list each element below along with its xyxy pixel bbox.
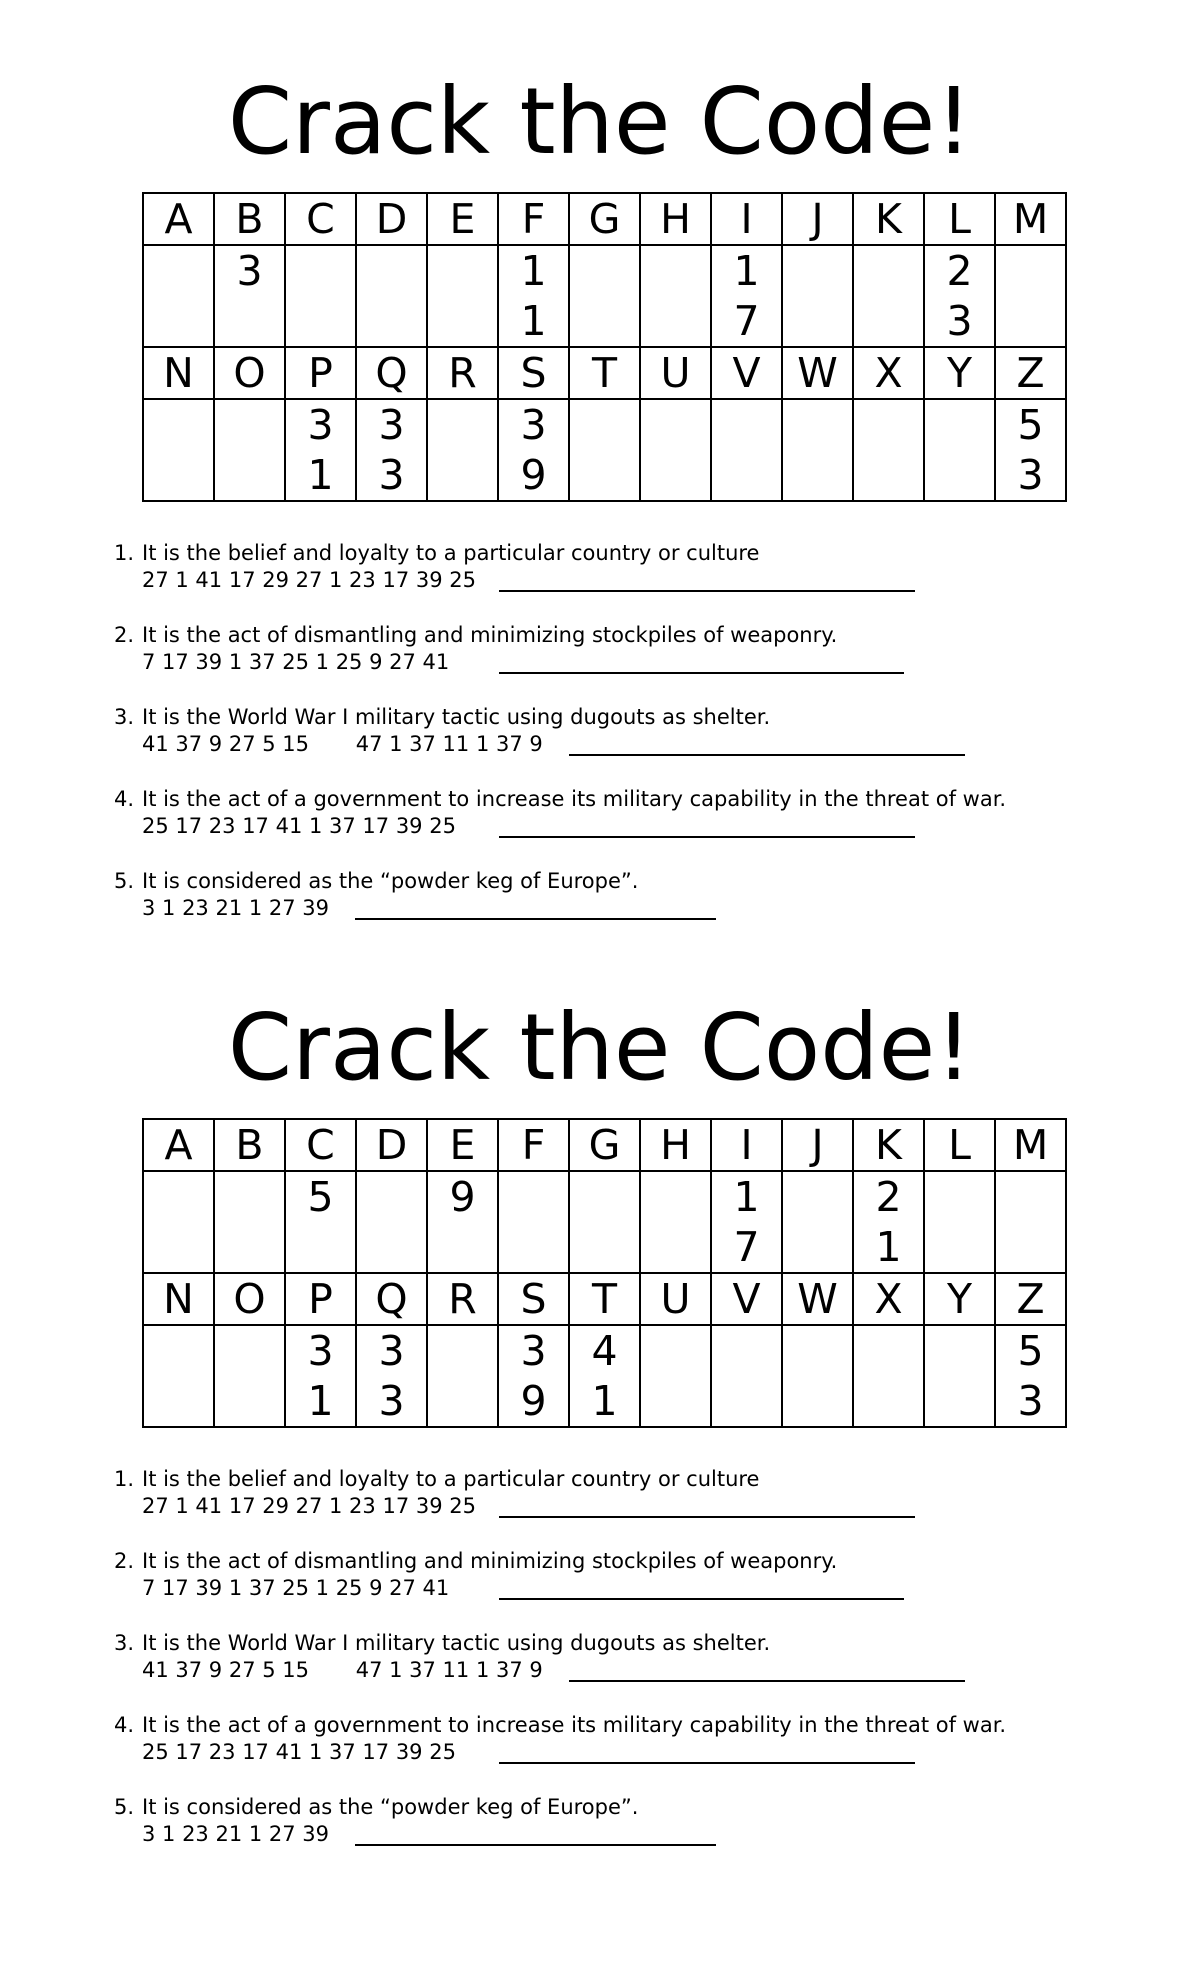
letter-cell: N xyxy=(143,347,214,399)
code-cell[interactable] xyxy=(143,399,214,501)
code-cell[interactable] xyxy=(569,1325,640,1427)
code-cell[interactable] xyxy=(569,245,640,347)
code-digit: 3 xyxy=(307,1327,334,1375)
code-digit: 3 xyxy=(946,297,973,345)
code-cell[interactable] xyxy=(214,245,285,347)
code-cell[interactable] xyxy=(356,1325,427,1427)
code-cell[interactable] xyxy=(995,245,1066,347)
letter-cell: W xyxy=(782,347,853,399)
letter-cell: T xyxy=(569,1273,640,1325)
code-cell[interactable] xyxy=(995,399,1066,501)
worksheet-title: Crack the Code! xyxy=(227,994,973,1101)
code-cell[interactable] xyxy=(853,399,924,501)
letter-cell: C xyxy=(285,1119,356,1171)
letter-cell: X xyxy=(853,1273,924,1325)
code-cell[interactable] xyxy=(640,245,711,347)
question-code: 7 17 39 1 37 25 1 25 9 27 41 xyxy=(142,650,450,674)
question-number: 1. xyxy=(113,1467,134,1491)
code-digit: 1 xyxy=(733,247,760,295)
answer-blank[interactable] xyxy=(355,918,716,920)
letter-cell: P xyxy=(285,347,356,399)
letter-row xyxy=(143,347,1066,399)
question-number: 3. xyxy=(113,1631,134,1655)
code-digit: 3 xyxy=(378,451,405,499)
code-row[interactable] xyxy=(143,245,1066,347)
code-cell[interactable] xyxy=(498,1171,569,1273)
answer-blank[interactable] xyxy=(569,1680,965,1682)
code-digit: 1 xyxy=(307,451,334,499)
letter-cell: F xyxy=(498,193,569,245)
question-number: 4. xyxy=(113,1713,134,1737)
letter-cell: W xyxy=(782,1273,853,1325)
cipher-table xyxy=(142,192,1067,502)
letter-cell: S xyxy=(498,1273,569,1325)
letter-cell: Z xyxy=(995,347,1066,399)
question-code: 25 17 23 17 41 1 37 17 39 25 xyxy=(142,814,456,838)
question-code: 27 1 41 17 29 27 1 23 17 39 25 xyxy=(142,568,476,592)
question-text: It is the act of dismantling and minimizing stockpiles of weaponry. xyxy=(142,1549,838,1573)
code-digit: 5 xyxy=(1017,1327,1044,1375)
worksheet-title: Crack the Code! xyxy=(227,68,973,175)
question-text: It is the act of a government to increase its military capability in the threat of war. xyxy=(142,1713,1007,1737)
letter-cell: Q xyxy=(356,1273,427,1325)
code-cell[interactable] xyxy=(782,1325,853,1427)
question-text: It is the belief and loyalty to a particular country or culture xyxy=(142,541,760,565)
code-digit: 4 xyxy=(591,1327,618,1375)
letter-cell: I xyxy=(711,193,782,245)
code-row[interactable] xyxy=(143,1171,1066,1273)
question-code: 41 37 9 27 5 15 47 1 37 11 1 37 9 xyxy=(142,1658,543,1682)
code-digit: 1 xyxy=(307,1377,334,1425)
letter-cell: H xyxy=(640,1119,711,1171)
code-cell[interactable] xyxy=(924,1171,995,1273)
code-digit: 1 xyxy=(875,1223,902,1271)
code-digit: 3 xyxy=(378,401,405,449)
code-digit: 7 xyxy=(733,1223,760,1271)
code-cell[interactable] xyxy=(143,1171,214,1273)
code-cell[interactable] xyxy=(356,1171,427,1273)
question-text: It is the act of a government to increase its military capability in the threat of war. xyxy=(142,787,1007,811)
letter-cell: V xyxy=(711,1273,782,1325)
code-cell[interactable] xyxy=(853,1325,924,1427)
code-digit: 9 xyxy=(449,1173,476,1221)
code-cell[interactable] xyxy=(995,1171,1066,1273)
question-number: 1. xyxy=(113,541,134,565)
letter-cell: E xyxy=(427,1119,498,1171)
code-cell[interactable] xyxy=(640,1171,711,1273)
letter-cell: O xyxy=(214,347,285,399)
letter-cell: Z xyxy=(995,1273,1066,1325)
answer-blank[interactable] xyxy=(499,1516,915,1518)
code-cell[interactable] xyxy=(143,1325,214,1427)
code-digit: 2 xyxy=(946,247,973,295)
letter-cell: S xyxy=(498,347,569,399)
code-cell[interactable] xyxy=(569,1171,640,1273)
answer-blank[interactable] xyxy=(499,836,915,838)
letter-cell: L xyxy=(924,193,995,245)
code-digit: 3 xyxy=(520,401,547,449)
code-cell[interactable] xyxy=(995,1325,1066,1427)
letter-cell: G xyxy=(569,193,640,245)
question-number: 2. xyxy=(113,1549,134,1573)
letter-cell: Q xyxy=(356,347,427,399)
question-text: It is the World War I military tactic using dugouts as shelter. xyxy=(142,1631,771,1655)
question-code: 41 37 9 27 5 15 47 1 37 11 1 37 9 xyxy=(142,732,543,756)
code-digit: 9 xyxy=(520,1377,547,1425)
question-text: It is considered as the “powder keg of Europe”. xyxy=(142,1795,639,1819)
code-cell[interactable] xyxy=(285,1325,356,1427)
code-cell[interactable] xyxy=(640,399,711,501)
code-digit: 5 xyxy=(307,1173,334,1221)
question-number: 5. xyxy=(113,869,134,893)
code-cell[interactable] xyxy=(711,245,782,347)
question-number: 3. xyxy=(113,705,134,729)
answer-blank[interactable] xyxy=(355,1844,716,1846)
code-cell[interactable] xyxy=(711,399,782,501)
code-cell[interactable] xyxy=(711,1171,782,1273)
code-cell[interactable] xyxy=(924,1325,995,1427)
letter-cell: R xyxy=(427,347,498,399)
letter-row xyxy=(143,1273,1066,1325)
code-digit: 3 xyxy=(520,1327,547,1375)
question-number: 5. xyxy=(113,1795,134,1819)
code-digit: 2 xyxy=(875,1173,902,1221)
code-digit: 3 xyxy=(1017,1377,1044,1425)
code-row[interactable] xyxy=(143,399,1066,501)
answer-blank[interactable] xyxy=(499,590,915,592)
code-cell[interactable] xyxy=(711,1325,782,1427)
code-cell[interactable] xyxy=(214,399,285,501)
code-cell[interactable] xyxy=(498,399,569,501)
code-digit: 3 xyxy=(378,1327,405,1375)
code-digit: 3 xyxy=(1017,451,1044,499)
code-cell[interactable] xyxy=(356,399,427,501)
letter-cell: X xyxy=(853,347,924,399)
letter-cell: V xyxy=(711,347,782,399)
letter-cell: J xyxy=(782,1119,853,1171)
letter-cell: P xyxy=(285,1273,356,1325)
question-text: It is the belief and loyalty to a particular country or culture xyxy=(142,1467,760,1491)
letter-cell: J xyxy=(782,193,853,245)
question-text: It is the World War I military tactic using dugouts as shelter. xyxy=(142,705,771,729)
letter-cell: M xyxy=(995,1119,1066,1171)
question-number: 4. xyxy=(113,787,134,811)
code-cell[interactable] xyxy=(285,399,356,501)
code-cell[interactable] xyxy=(924,399,995,501)
letter-cell: L xyxy=(924,1119,995,1171)
letter-cell: N xyxy=(143,1273,214,1325)
letter-cell: A xyxy=(143,1119,214,1171)
code-digit: 3 xyxy=(236,247,263,295)
letter-cell: I xyxy=(711,1119,782,1171)
code-cell[interactable] xyxy=(427,399,498,501)
code-digit: 9 xyxy=(520,451,547,499)
code-digit: 1 xyxy=(733,1173,760,1221)
letter-cell: K xyxy=(853,1119,924,1171)
code-digit: 3 xyxy=(378,1377,405,1425)
question-text: It is considered as the “powder keg of Europe”. xyxy=(142,869,639,893)
letter-cell: U xyxy=(640,1273,711,1325)
code-cell[interactable] xyxy=(356,245,427,347)
letter-cell: D xyxy=(356,1119,427,1171)
code-row[interactable] xyxy=(143,1325,1066,1427)
code-cell[interactable] xyxy=(782,399,853,501)
letter-cell: K xyxy=(853,193,924,245)
code-cell[interactable] xyxy=(924,245,995,347)
code-cell[interactable] xyxy=(427,1171,498,1273)
code-digit: 3 xyxy=(307,401,334,449)
code-cell[interactable] xyxy=(640,1325,711,1427)
letter-row xyxy=(143,1119,1066,1171)
letter-row xyxy=(143,193,1066,245)
answer-blank[interactable] xyxy=(499,1762,915,1764)
code-cell[interactable] xyxy=(214,1171,285,1273)
answer-blank[interactable] xyxy=(569,754,965,756)
code-digit: 5 xyxy=(1017,401,1044,449)
question-number: 2. xyxy=(113,623,134,647)
code-cell[interactable] xyxy=(853,245,924,347)
code-cell[interactable] xyxy=(143,245,214,347)
answer-blank[interactable] xyxy=(499,1598,904,1600)
question-code: 25 17 23 17 41 1 37 17 39 25 xyxy=(142,1740,456,1764)
question-text: It is the act of dismantling and minimizing stockpiles of weaponry. xyxy=(142,623,838,647)
letter-cell: Y xyxy=(924,347,995,399)
answer-blank[interactable] xyxy=(499,672,904,674)
letter-cell: B xyxy=(214,1119,285,1171)
letter-cell: Y xyxy=(924,1273,995,1325)
letter-cell: C xyxy=(285,193,356,245)
question-code: 3 1 23 21 1 27 39 xyxy=(142,1822,330,1846)
code-digit: 1 xyxy=(520,297,547,345)
code-cell[interactable] xyxy=(285,245,356,347)
question-code: 27 1 41 17 29 27 1 23 17 39 25 xyxy=(142,1494,476,1518)
code-digit: 1 xyxy=(520,247,547,295)
letter-cell: B xyxy=(214,193,285,245)
code-digit: 1 xyxy=(591,1377,618,1425)
letter-cell: O xyxy=(214,1273,285,1325)
letter-cell: E xyxy=(427,193,498,245)
letter-cell: T xyxy=(569,347,640,399)
question-code: 7 17 39 1 37 25 1 25 9 27 41 xyxy=(142,1576,450,1600)
letter-cell: H xyxy=(640,193,711,245)
letter-cell: G xyxy=(569,1119,640,1171)
code-cell[interactable] xyxy=(782,1171,853,1273)
code-cell[interactable] xyxy=(427,1325,498,1427)
letter-cell: F xyxy=(498,1119,569,1171)
code-cell[interactable] xyxy=(427,245,498,347)
letter-cell: D xyxy=(356,193,427,245)
letter-cell: R xyxy=(427,1273,498,1325)
code-digit: 7 xyxy=(733,297,760,345)
letter-cell: U xyxy=(640,347,711,399)
question-code: 3 1 23 21 1 27 39 xyxy=(142,896,330,920)
code-cell[interactable] xyxy=(498,245,569,347)
letter-cell: A xyxy=(143,193,214,245)
code-cell[interactable] xyxy=(214,1325,285,1427)
code-cell[interactable] xyxy=(285,1171,356,1273)
code-cell[interactable] xyxy=(782,245,853,347)
code-cell[interactable] xyxy=(853,1171,924,1273)
code-cell[interactable] xyxy=(569,399,640,501)
code-cell[interactable] xyxy=(498,1325,569,1427)
cipher-table xyxy=(142,1118,1067,1428)
letter-cell: M xyxy=(995,193,1066,245)
